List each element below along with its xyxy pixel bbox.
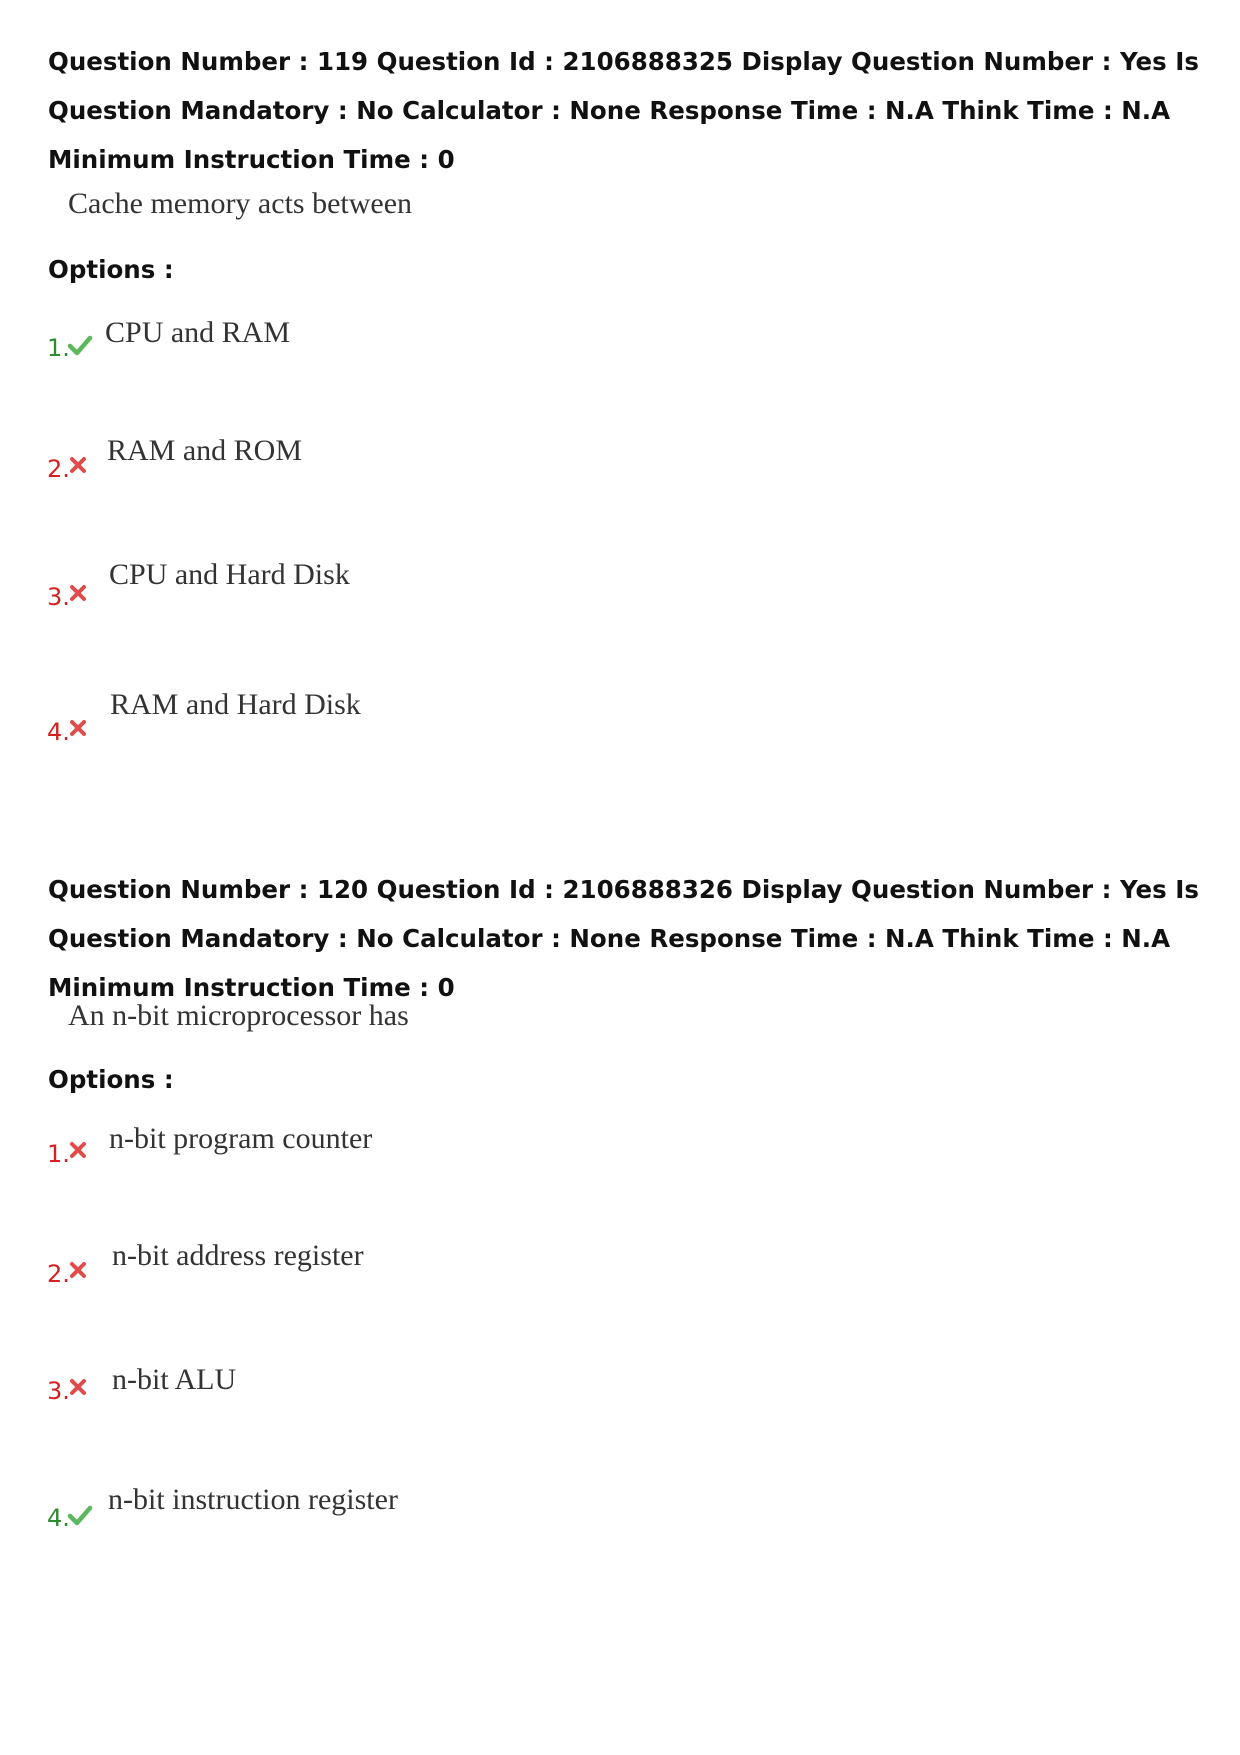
cross-icon: [68, 718, 88, 738]
option-number: 4.: [47, 718, 70, 746]
option-number: 3.: [47, 583, 70, 611]
option-text: n-bit address register: [112, 1239, 364, 1272]
question-text: Cache memory acts between: [68, 187, 413, 220]
option-text: RAM and ROM: [107, 434, 303, 467]
option-text: CPU and Hard Disk: [109, 558, 350, 591]
check-icon: [67, 1502, 93, 1528]
options-label: Options :: [48, 255, 174, 284]
cross-icon: [68, 1377, 88, 1397]
option-number: 3.: [47, 1377, 70, 1405]
option-number: 2.: [47, 1260, 70, 1288]
option-number: 1.: [47, 334, 70, 362]
option-number: 2.: [47, 455, 70, 483]
option-text: n-bit instruction register: [108, 1483, 398, 1516]
option-text: CPU and RAM: [105, 316, 291, 349]
check-icon: [67, 332, 93, 358]
question-meta: Question Number : 120 Question Id : 2106888326 Display Question Number : Yes Is Question Mandatory : No Calculator : None Response Time : N.A Think Time : N.A Minimum Instruction Time : 0: [48, 875, 1199, 1002]
option-text: RAM and Hard Disk: [110, 688, 361, 721]
option-text: n-bit ALU: [112, 1363, 237, 1396]
cross-icon: [68, 1260, 88, 1280]
question-text: An n-bit microprocessor has: [68, 999, 409, 1032]
cross-icon: [68, 583, 88, 603]
options-label: Options :: [48, 1065, 174, 1094]
cross-icon: [68, 455, 88, 475]
question-meta: Question Number : 119 Question Id : 2106888325 Display Question Number : Yes Is Question Mandatory : No Calculator : None Response Time : N.A Think Time : N.A Minimum Instruction Time : 0: [48, 47, 1199, 174]
option-number: 4.: [47, 1504, 70, 1532]
option-text: n-bit program counter: [109, 1122, 373, 1155]
cross-icon: [68, 1140, 88, 1160]
option-number: 1.: [47, 1140, 70, 1168]
